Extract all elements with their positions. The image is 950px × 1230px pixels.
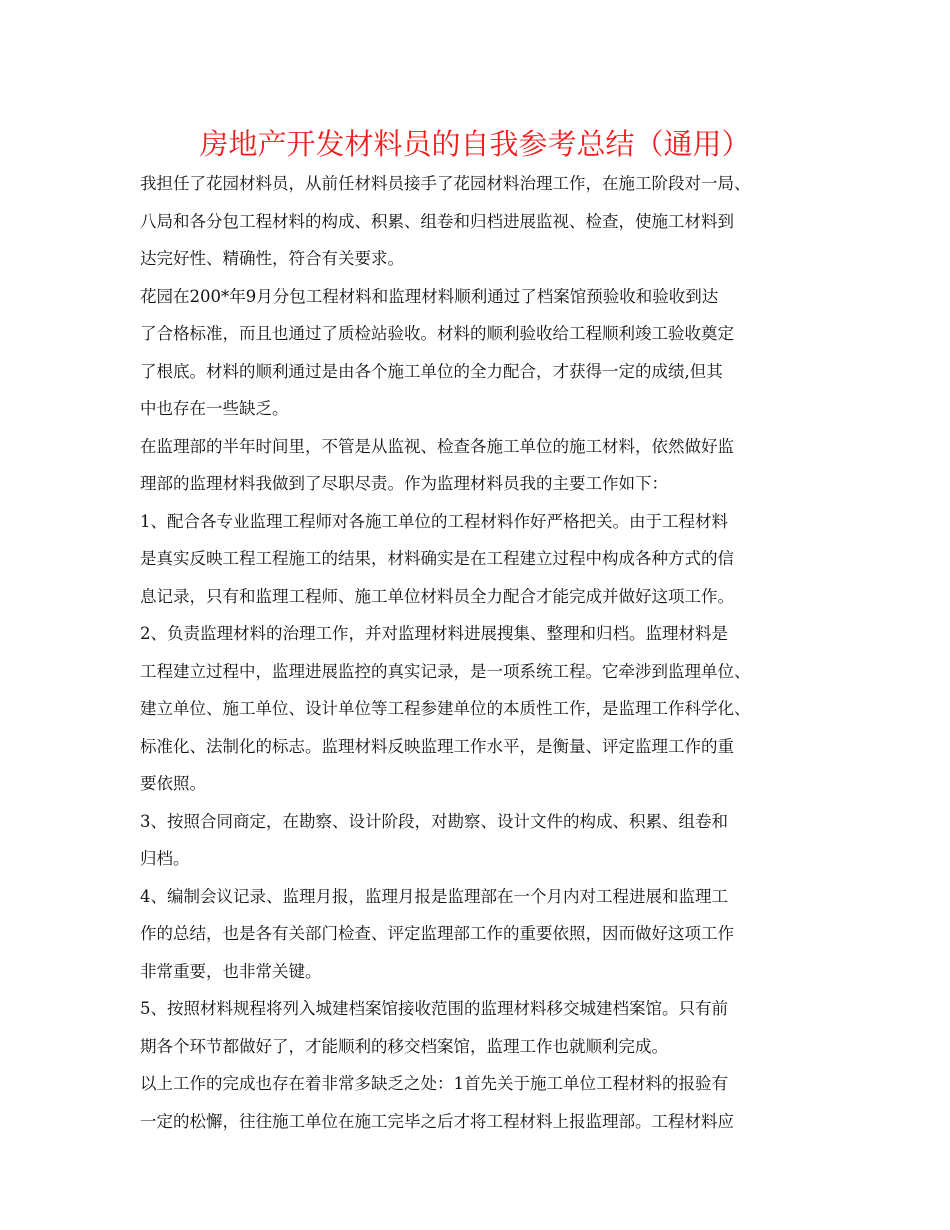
text-line: 是真实反映工程工程施工的结果，材料确实是在工程建立过程中构成各种方式的信 [140,549,734,568]
text-line: 息记录，只有和监理工程师、施工单位材料员全力配合才能完成并做好这项工作。 [140,586,734,606]
text-line: 作的总结，也是各有关部门检查、评定监理部工作的重要依照，因而做好这项工作 [140,924,734,943]
document-body [140,165,840,1140]
text-line: 4、编制会议记录、监理月报，监理月报是监理部在一个月内对工程进展和监理工 [140,886,728,906]
text-line: 了合格标准，而且也通过了质检站验收。材料的顺利验收给工程顺利竣工验收奠定 [140,324,734,343]
document-title: 房地产开发材料员的自我参考总结（通用） [199,127,751,161]
text-line: 5、按照材料规程将列入城建档案馆接收范围的监理材料移交城建档案馆。只有前 [140,999,728,1018]
text-line: 3、按照合同商定，在勘察、设计阶段，对勘察、设计文件的构成、积累、组卷和 [140,811,728,831]
text-line: 以上工作的完成也存在着非常多缺乏之处：1首先关于施工单位工程材料的报验有 [140,1074,728,1093]
text-line: 归档。 [140,849,190,868]
text-line: 非常重要，也非常关键。 [140,961,322,981]
text-line: 2、负责监理材料的治理工作，并对监理材料进展搜集、整理和归档。监理材料是 [140,624,728,643]
text-line: 理部的监理材料我做到了尽职尽责。作为监理材料员我的主要工作如下： [140,474,668,493]
text-line: 一定的松懈，往往施工单位在施工完毕之后才将工程材料上报监理部。工程材料应 [140,1111,734,1131]
text-line: 1、配合各专业监理工程师对各施工单位的工程材料作好严格把关。由于工程材料 [140,511,728,531]
text-line: 在监理部的半年时间里，不管是从监视、检查各施工单位的施工材料，依然做好监 [140,436,734,456]
text-line: 中也存在一些缺乏。 [140,399,289,418]
text-line: 建立单位、施工单位、设计单位等工程参建单位的本质性工作，是监理工作科学化、 [140,699,751,718]
text-line: 我担任了花园材料员，从前任材料员接手了花园材料治理工作，在施工阶段对一局、 [140,174,751,193]
text-line: 了根底。材料的顺利通过是由各个施工单位的全力配合，才获得一定的成绩,但其 [140,361,723,381]
text-line: 达完好性、精确性，符合有关要求。 [140,249,404,268]
text-line: 花园在200*年9月分包工程材料和监理材料顺利通过了档案馆预验收和验收到达 [140,286,719,306]
text-line: 工程建立过程中，监理进展监控的真实记录，是一项系统工程。它牵涉到监理单位、 [140,661,751,681]
text-line: 标准化、法制化的标志。监理材料反映监理工作水平，是衡量、评定监理工作的重 [140,736,734,756]
text-line: 八局和各分包工程材料的构成、积累、组卷和归档进展监视、检查，使施工材料到 [140,211,734,231]
text-line: 期各个环节都做好了，才能顺利的移交档案馆，监理工作也就顺利完成。 [140,1036,668,1056]
text-line: 要依照。 [140,774,206,793]
